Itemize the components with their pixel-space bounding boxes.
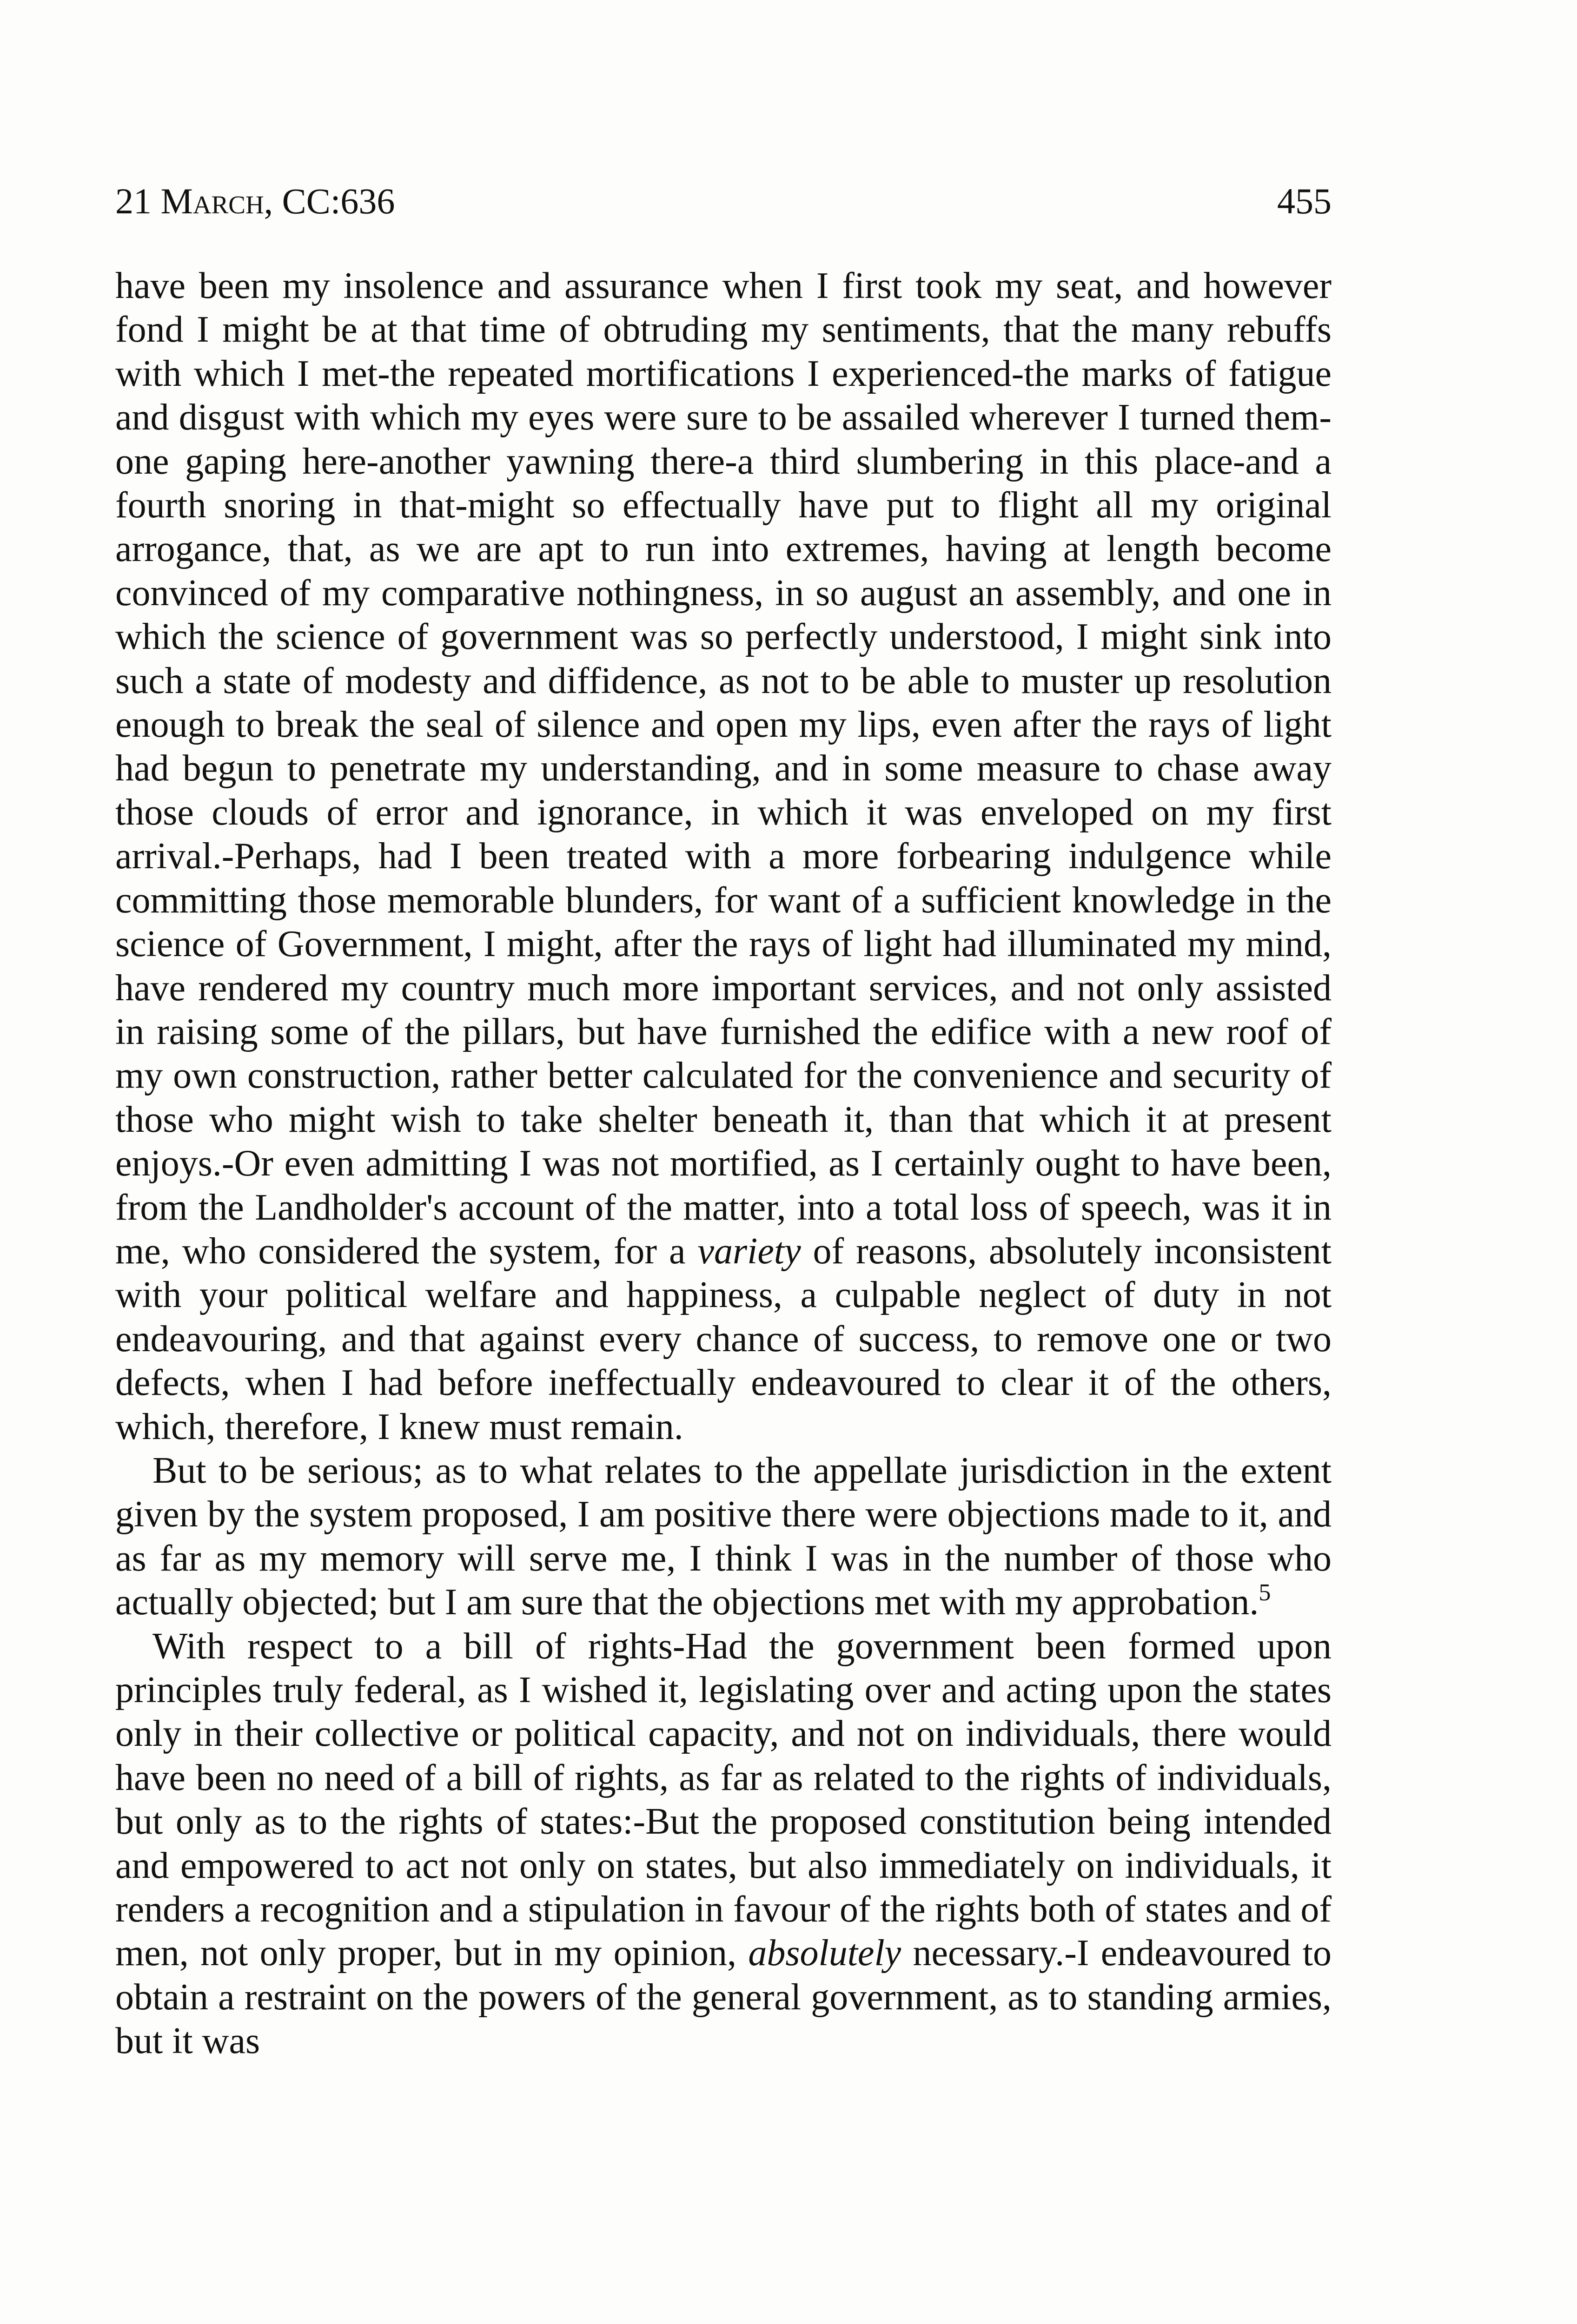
paragraph: [115, 1449, 1332, 1624]
running-head-document-number: , CC:636: [264, 181, 395, 221]
paragraph: [115, 264, 1332, 1449]
footnote-marker: 5: [1259, 1579, 1271, 1606]
paragraph-text: have been my insolence and assurance when I first took my seat, and however fond I might be at that time of obtruding my sentiments, that the many rebuffs with which I met-the repeated mortifications I experienced-the marks of fatigue and disgust with which my eyes were sure to be assailed wherever I turned them-one gaping here-another yawning there-a third slumbering in this place-and a fourth snoring in that-might so effectually have put to flight all my original arrogance, that, as we are apt to run into extremes, having at length become convinced of my comparative nothingness, in so august an assembly, and one in which the science of government was so perfectly understood, I might sink into such a state of modesty and diffidence, as not to be able to muster up resolution enough to break the seal of silence and open my lips, even after the rays of light had begun to penetrate my understanding, and in some measure to chase away those clouds of error and ignorance, in which it was enveloped on my first arrival.-Perhaps, had I been treated with a more forbearing indulgence while committing those memorable blunders, for want of a sufficient knowledge in the science of Government, I might, after the rays of light had illuminated my mind, have rendered my country much more important services, and not only assisted in raising some of the pillars, but have furnished the edifice with a new roof of my own construction, rather better calculated for the convenience and security of those who might wish to take shelter beneath it, than that which it at present enjoys.-Or even admitting I was not mortified, as I certainly ought to have been, from the Landholder's account of the matter, into a total loss of speech, was it in me, who considered the system, for a: [115, 265, 1332, 1272]
running-head-month: March: [160, 181, 264, 221]
running-head-section: [115, 176, 395, 227]
page-number: 455: [1277, 181, 1332, 221]
italic-word-absolutely: absolutely: [748, 1933, 901, 1974]
paragraph-text: With respect to a bill of rights-Had the government been formed upon principles truly federal, as I wished it, legislating over and acting upon the states only in their collective or political capacity, and not on individuals, there would have been no need of a bill of rights, as far as related to the rights of individuals, but only as to the rights of states:-But the proposed constitution being intended and empowered to act not only on states, but also immediately on individuals, it renders a recognition and a stipulation in favour of the rights both of states and of men, not only proper, but in my opinion,: [115, 1625, 1332, 1974]
paragraph-text: of reasons, absolutely inconsistent with your political welfare and happiness, a culpable neglect of duty in not endeavouring, and that against every chance of success, to remove one or two defects, when I had before ineffectually endeavoured to clear it of the others, which, therefore, I knew must remain.: [115, 1230, 1332, 1447]
paragraph-text: But to be serious; as to what relates to the appellate jurisdiction in the extent given by the system proposed, I am positive there were objections made to it, and as far as my memory will serve me, I think I was in the number of those who actually objected; but I am sure that the objections met with my approbation.: [115, 1450, 1332, 1623]
paragraph-text: necessary.-I endeavoured to obtain a restraint on the powers of the general government, as to standing armies, but it was: [115, 1933, 1332, 2062]
body-text: [115, 264, 1332, 2063]
italic-word-variety: variety: [697, 1230, 801, 1272]
running-head: [115, 176, 1332, 227]
paragraph: [115, 1624, 1332, 2063]
running-head-date: 21: [115, 181, 161, 221]
